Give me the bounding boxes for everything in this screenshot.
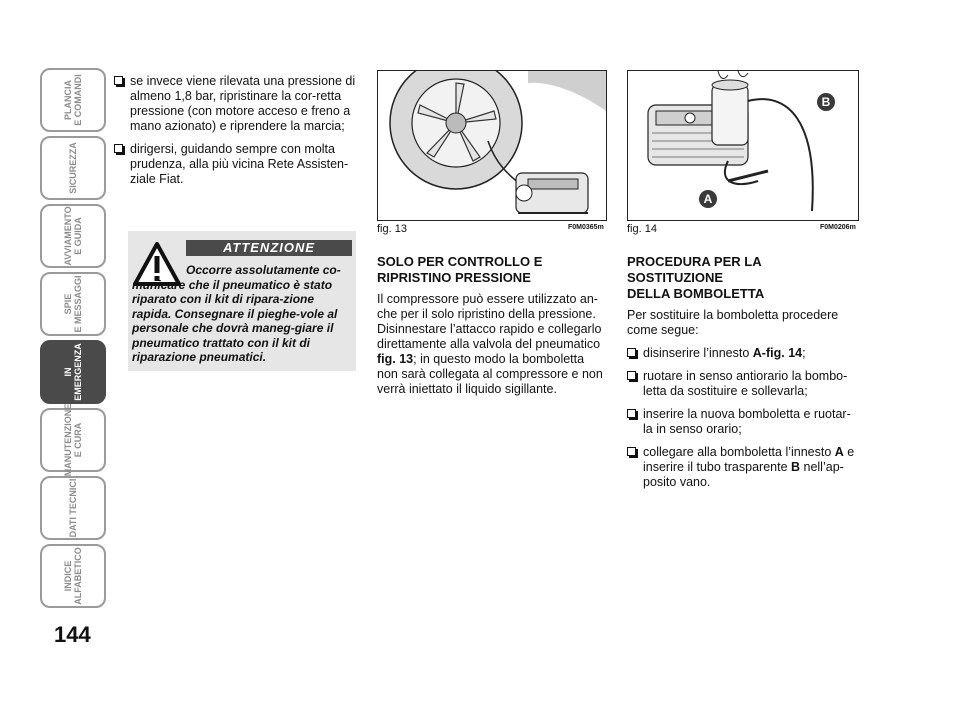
tab-plancia-e-comandi[interactable] [40, 68, 106, 132]
list-item [114, 142, 358, 187]
tab-dati-tecnici[interactable] [40, 476, 106, 540]
tab-label: PLANCIA E COMANDI [63, 74, 83, 126]
figure-13-code: F0M0365m [568, 224, 604, 231]
section-heading: SOLO PER CONTROLLO E RIPRISTINO PRESSIONE [377, 254, 543, 285]
paragraph: Per sostituire la bomboletta procedere come segue: [627, 308, 839, 337]
tab-label: AVVIAMENTO E GUIDA [63, 206, 83, 266]
bullet-text: e inserire il tubo trasparente [643, 445, 855, 474]
bullet-text: inserire la nuova bomboletta e ruotar-la in senso orario; [643, 407, 851, 436]
figure-13-label: fig. 13 [377, 223, 407, 235]
tab-label: SPIE E MESSAGGI [63, 275, 83, 333]
bullet-text: nell’ap-posito vano. [643, 460, 844, 489]
list-item [627, 445, 859, 490]
warning-title: ATTENZIONE [186, 240, 352, 256]
checkbox-bullet-icon [627, 447, 636, 456]
checkbox-bullet-icon [627, 409, 636, 418]
figure-13 [377, 70, 607, 221]
paragraph-text: ; in questo modo la bomboletta non sarà collegata al compressore e non verrà iniettato il liquido sigillante. [377, 352, 603, 396]
bullet-text: se invece viene rilevata una pressione di almeno 1,8 bar, ripristinare la cor-retta pressione (con motore acceso e freno a mano azionato) e riprendere la marcia; [130, 74, 356, 133]
figure-reference: fig. 13 [377, 352, 414, 366]
checkbox-bullet-icon [114, 144, 123, 153]
tab-spie-e-messaggi[interactable] [40, 272, 106, 336]
section-heading: DELLA BOMBOLETTA [627, 286, 765, 301]
left-column [114, 74, 358, 195]
list-item [627, 407, 859, 437]
part-reference: A [834, 445, 844, 459]
middle-column [377, 254, 607, 405]
tyre-compressor-illustration [378, 71, 606, 220]
bullet-text: ruotare in senso antiorario la bombo-letta da sostituire e sollevarla; [643, 369, 848, 398]
callout-b: B [821, 95, 831, 109]
list-item [627, 369, 859, 399]
warning-text [132, 263, 354, 365]
page-number: 144 [54, 622, 91, 647]
checkbox-bullet-icon [114, 76, 123, 85]
bullet-text: ; [802, 346, 806, 360]
tab-manutenzione-e-cura[interactable] [40, 403, 106, 477]
section-heading: SOSTITUZIONE [627, 270, 724, 285]
tab-sicurezza[interactable] [40, 136, 106, 200]
warning-text-content: Occorre assolutamente co-municare che il pneumatico è stato riparato con il kit di ripara-zione rapida. Consegnare il pieghe-vole al personale che dovrà maneg-giare il pneumatico trattato con il kit di riparazione pneumatici. [132, 263, 341, 364]
bullet-text: disinserire l’innesto [643, 346, 753, 360]
section-heading: PROCEDURA PER LA [627, 254, 762, 269]
checkbox-bullet-icon [627, 348, 636, 357]
tab-avviamento-e-guida[interactable] [40, 204, 106, 268]
tab-label: INDICE ALFABETICO [63, 547, 83, 605]
warning-box [128, 231, 356, 371]
tab-label: IN EMERGENZA [63, 343, 83, 401]
paragraph-text: Il compressore può essere utilizzato an-che per il solo ripristino della pressione. Disinnestare l’attacco rapido e collegarlo direttamente alla valvola del pneumatico [377, 292, 602, 351]
bullet-text: dirigersi, guidando sempre con molta prudenza, alla più vicina Rete Assisten-ziale Fiat. [130, 142, 349, 186]
figure-14-code: F0M0206m [820, 224, 856, 231]
figure-14 [627, 70, 859, 221]
callout-a: A [703, 192, 713, 206]
list-item [627, 346, 859, 361]
tab-label: SICUREZZA [68, 142, 78, 194]
tab-label: MANUTENZIONE E CURA [63, 403, 83, 477]
tab-in-emergenza[interactable] [40, 340, 106, 404]
bullet-text: collegare alla bomboletta l’innesto [643, 445, 835, 459]
list-item [114, 74, 358, 134]
tab-indice-alfabetico[interactable] [40, 544, 106, 608]
paragraph [377, 292, 607, 397]
checkbox-bullet-icon [627, 371, 636, 380]
part-reference: B [791, 460, 801, 474]
tab-label: DATI TECNICI [68, 478, 78, 538]
right-column [627, 254, 859, 498]
figure-14-label: fig. 14 [627, 223, 657, 235]
figure-reference: A-fig. 14 [752, 346, 803, 360]
